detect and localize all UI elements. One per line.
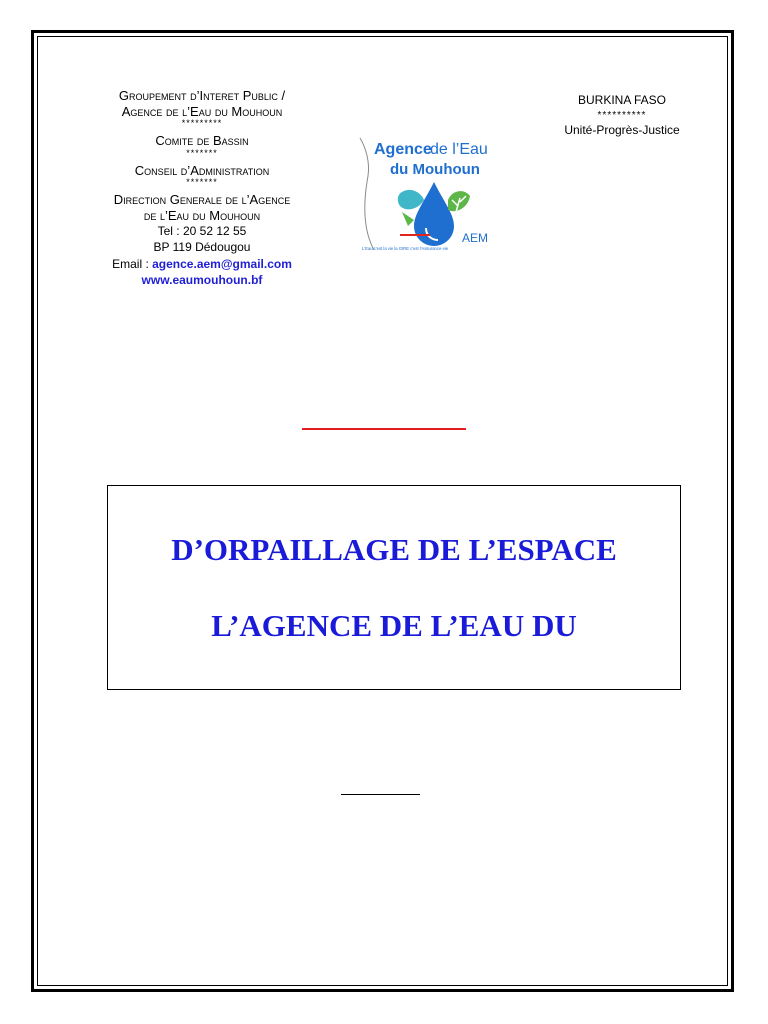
contact-bp: BP 119 Dédougou — [153, 240, 251, 255]
logo-text-agence: Agence — [374, 141, 432, 158]
logo-acronym: AEM — [462, 231, 489, 245]
logo-head-profile — [360, 138, 374, 250]
organization-header — [72, 88, 332, 288]
country-name: BURKINA FASO — [577, 93, 667, 107]
separator-stars: ******* — [186, 147, 218, 158]
org-name-line-2: Agence de l’Eau du Mouhoun — [121, 103, 283, 119]
separator-stars: ********* — [181, 118, 223, 129]
contact-email-row — [72, 256, 332, 272]
black-divider — [341, 794, 420, 795]
leaf-icon — [402, 212, 414, 226]
national-motto: Unité-Progrès-Justice — [564, 123, 680, 138]
direction-line-1: Direction Generale de l’Agence — [113, 192, 291, 208]
logo-tagline: L'Eau c'est la vie la GIRE c'est l'Assurance-vie — [362, 246, 449, 251]
email-label: Email : — [112, 256, 153, 271]
contact-tel: Tel : 20 52 12 55 — [157, 224, 247, 239]
title-box — [107, 485, 681, 690]
org-name-line-1: Groupement d’Interet Public / — [118, 88, 286, 103]
separator-stars: ********** — [597, 110, 647, 122]
email-link[interactable]: agence.aem@gmail.com — [152, 256, 292, 271]
document-title-line-2: L’AGENCE DE L’EAU DU — [211, 608, 577, 643]
logo-text-de-leau: de l’Eau — [430, 141, 488, 158]
website-link[interactable]: www.eaumouhoun.bf — [141, 272, 263, 287]
logo-red-stroke — [400, 234, 430, 236]
aem-logo — [356, 128, 512, 256]
fish-icon — [398, 190, 424, 210]
basin-committee: Comite de Bassin — [155, 133, 249, 149]
country-header — [540, 91, 704, 140]
logo-text-du-mouhoun: du Mouhoun — [390, 161, 480, 178]
water-drop-icon — [414, 182, 454, 246]
red-divider — [302, 428, 466, 430]
document-title-line-1: D’ORPAILLAGE DE L’ESPACE — [171, 532, 617, 567]
direction-line-2: de l’Eau du Mouhoun — [143, 207, 261, 223]
separator-stars: ******* — [186, 177, 218, 188]
board-of-directors: Conseil d’Administration — [134, 162, 270, 178]
